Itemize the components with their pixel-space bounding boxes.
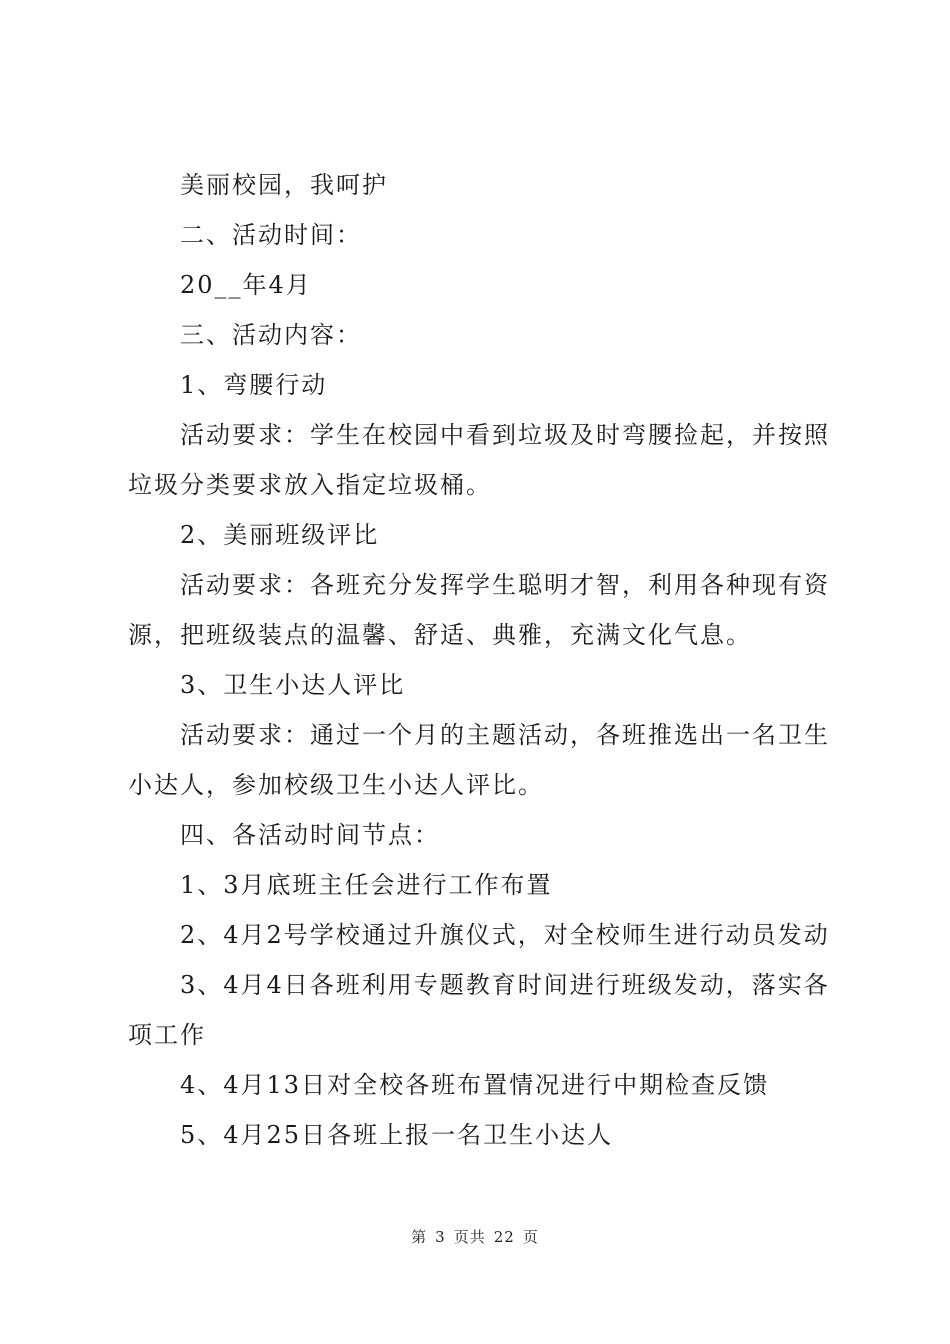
total-pages-number: 22 (493, 1228, 515, 1246)
list-item: 4、4月13日对全校各班布置情况进行中期检查反馈 (180, 1071, 770, 1099)
list-item: 1、弯腰行动 (180, 371, 328, 399)
list-item: 1、3月底班主任会进行工作布置 (180, 871, 553, 899)
list-item: 3、4月4日各班利用专题教育时间进行班级发动，落实各项工作 (128, 971, 830, 1049)
list-item: 5、4月25日各班上报一名卫生小达人 (180, 1121, 614, 1149)
current-page-number: 3 (435, 1228, 446, 1246)
page-footer (0, 1226, 950, 1247)
footer-prefix: 第 (411, 1228, 428, 1246)
paragraph: 活动要求：学生在校园中看到垃圾及时弯腰捡起，并按照垃圾分类要求放入指定垃圾桶。 (128, 421, 830, 499)
section-heading: 四、各活动时间节点： (180, 821, 440, 849)
document-body (128, 160, 850, 1160)
paragraph: 20__年4月 (180, 271, 312, 299)
section-heading: 三、活动内容： (180, 321, 362, 349)
list-item: 2、4月2号学校通过升旗仪式，对全校师生进行动员发动 (180, 921, 830, 949)
list-item: 2、美丽班级评比 (180, 521, 380, 549)
paragraph: 活动要求：各班充分发挥学生聪明才智，利用各种现有资源，把班级装点的温馨、舒适、典雅，充满文化气息。 (128, 571, 830, 649)
paragraph: 活动要求：通过一个月的主题活动，各班推选出一名卫生小达人，参加校级卫生小达人评比。 (128, 721, 830, 799)
section-heading: 二、活动时间： (180, 221, 362, 249)
footer-suffix: 页 (522, 1228, 539, 1246)
paragraph: 美丽校园，我呵护 (180, 171, 388, 199)
footer-middle: 页共 (453, 1228, 486, 1246)
list-item: 3、卫生小达人评比 (180, 671, 406, 699)
